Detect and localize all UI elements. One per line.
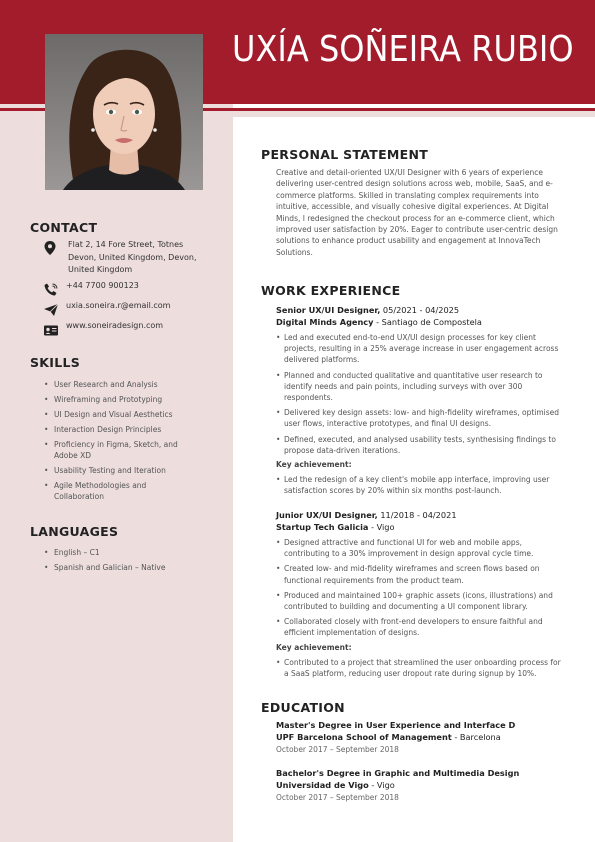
list-item: • Proficiency in Figma, Sketch, and Adobe XD (44, 439, 194, 461)
education-dates: October 2017 – September 2018 (276, 793, 399, 802)
list-item: • Designed attractive and functional UI for web and mobile apps, contributing to a 30% improvement in design approval cycle time. (276, 537, 566, 559)
job-2-achievement (276, 657, 566, 683)
key-achievement-label: Key achievement: (276, 643, 352, 652)
statement-heading: PERSONAL STATEMENT (261, 147, 429, 162)
job-2-bullets (276, 537, 566, 643)
phone-text[interactable]: +44 7700 900123 (66, 281, 139, 290)
job-company: Startup Tech Galicia (276, 522, 369, 532)
header-divider-light (233, 111, 595, 117)
list-item: • UI Design and Visual Aesthetics (44, 409, 194, 420)
list-item: • English – C1 (44, 547, 194, 558)
list-item: • Produced and maintained 100+ graphic assets (icons, illustrations) and contributed to building and documenting a UI component library. (276, 590, 566, 612)
key-achievement-label: Key achievement: (276, 460, 352, 469)
languages-heading: LANGUAGES (30, 524, 119, 539)
list-item: • User Research and Analysis (44, 379, 194, 390)
job-2-company-line (276, 521, 395, 533)
education-degree: Master's Degree in User Experience and Interface D (276, 720, 516, 730)
job-1-achievement (276, 474, 566, 500)
education-dates: October 2017 – September 2018 (276, 745, 399, 754)
list-item: • Planned and conducted qualitative and quantitative user research to identify needs and pain points, including surveys with over 300 respondents. (276, 370, 566, 404)
list-item: • Defined, executed, and analysed usability tests, synthesising findings to propose data-driven iterations. (276, 434, 566, 456)
job-1-bullets (276, 332, 566, 460)
list-item: • Led the redesign of a key client's mobile app interface, improving user satisfaction scores by 20% within six months post-launch. (276, 474, 566, 496)
website-link[interactable]: www.soneiradesign.com (66, 321, 164, 330)
education-school: UPF Barcelona School of Management (276, 732, 452, 742)
list-item: • Delivered key design assets: low- and high-fidelity wireframes, optimised user flows, interactive prototypes, and final UI designs. (276, 407, 566, 429)
list-item: • Spanish and Galician – Native (44, 562, 194, 573)
contact-address (44, 239, 198, 277)
job-title: Junior UX/UI Designer, (276, 510, 378, 520)
list-item: • Collaborated closely with front-end developers to ensure faithful and efficient implementation of designs. (276, 616, 566, 638)
list-item: • Created low- and mid-fidelity wireframes and screen flows based on functional requirements from the product team. (276, 563, 566, 585)
candidate-name: UXÍA SOÑEIRA RUBIO (232, 29, 574, 70)
job-dates: 05/2021 - 04/2025 (380, 305, 460, 315)
list-item: • Usability Testing and Iteration (44, 465, 194, 476)
education-school: Universidad de Vigo (276, 780, 369, 790)
job-1-title-line (276, 304, 459, 316)
experience-heading: WORK EXPERIENCE (261, 283, 401, 298)
job-location: - Santiago de Compostela (373, 317, 482, 327)
education-location: - Barcelona (451, 732, 501, 742)
contact-phone (44, 280, 196, 293)
skills-heading: SKILLS (30, 355, 81, 370)
education-heading: EDUCATION (261, 700, 345, 715)
education-school-line (276, 731, 501, 743)
id-card-icon (44, 321, 58, 333)
job-dates: 11/2018 - 04/2021 (377, 510, 457, 520)
education-location: - Vigo (368, 780, 395, 790)
list-item: • Interaction Design Principles (44, 424, 194, 435)
education-school-line (276, 779, 395, 791)
job-location: - Vigo (368, 522, 395, 532)
location-pin-icon (44, 240, 58, 252)
profile-photo (45, 34, 203, 190)
contact-email (44, 300, 196, 313)
address-text: Flat 2, 14 Fore Street, Totnes Devon, United Kingdom, Devon, United Kingdom (68, 240, 197, 274)
education-degree: Bachelor's Degree in Graphic and Multimedia Design (276, 768, 520, 778)
languages-list (44, 547, 194, 577)
job-1-company-line (276, 316, 482, 328)
email-link[interactable]: uxia.soneira.r@email.com (66, 301, 171, 310)
statement-text: Creative and detail-oriented UX/UI Designer with 6 years of experience delivering user-centred design solutions across web, mobile, SaaS, and e-commerce platforms. Skilled in translating complex requirements into intuitive, accessible, and visually cohesive digital experiences. At Digital Minds, I redesigned the checkout process for an e-commerce client, which improved user satisfaction by 20%. Eager to contribute user-centric design solutions to enhance product usability and engagement at InnovaTech Solutions. (276, 168, 558, 257)
job-title: Senior UX/UI Designer, (276, 305, 381, 315)
phone-icon (44, 281, 58, 293)
skills-list (44, 379, 194, 506)
job-2-title-line (276, 509, 457, 521)
list-item: • Led and executed end-to-end UX/UI design processes for key client projects, resulting in a 25% average increase in user engagement across delivered platforms. (276, 332, 566, 366)
send-icon (44, 301, 58, 313)
list-item: • Contributed to a project that streamlined the user onboarding process for a SaaS platform, reducing user dropout rate during signup by 10%. (276, 657, 566, 679)
contact-website (44, 320, 196, 333)
list-item: • Wireframing and Prototyping (44, 394, 194, 405)
job-company: Digital Minds Agency (276, 317, 374, 327)
list-item: • Agile Methodologies and Collaboration (44, 480, 194, 502)
contact-heading: CONTACT (30, 220, 98, 235)
